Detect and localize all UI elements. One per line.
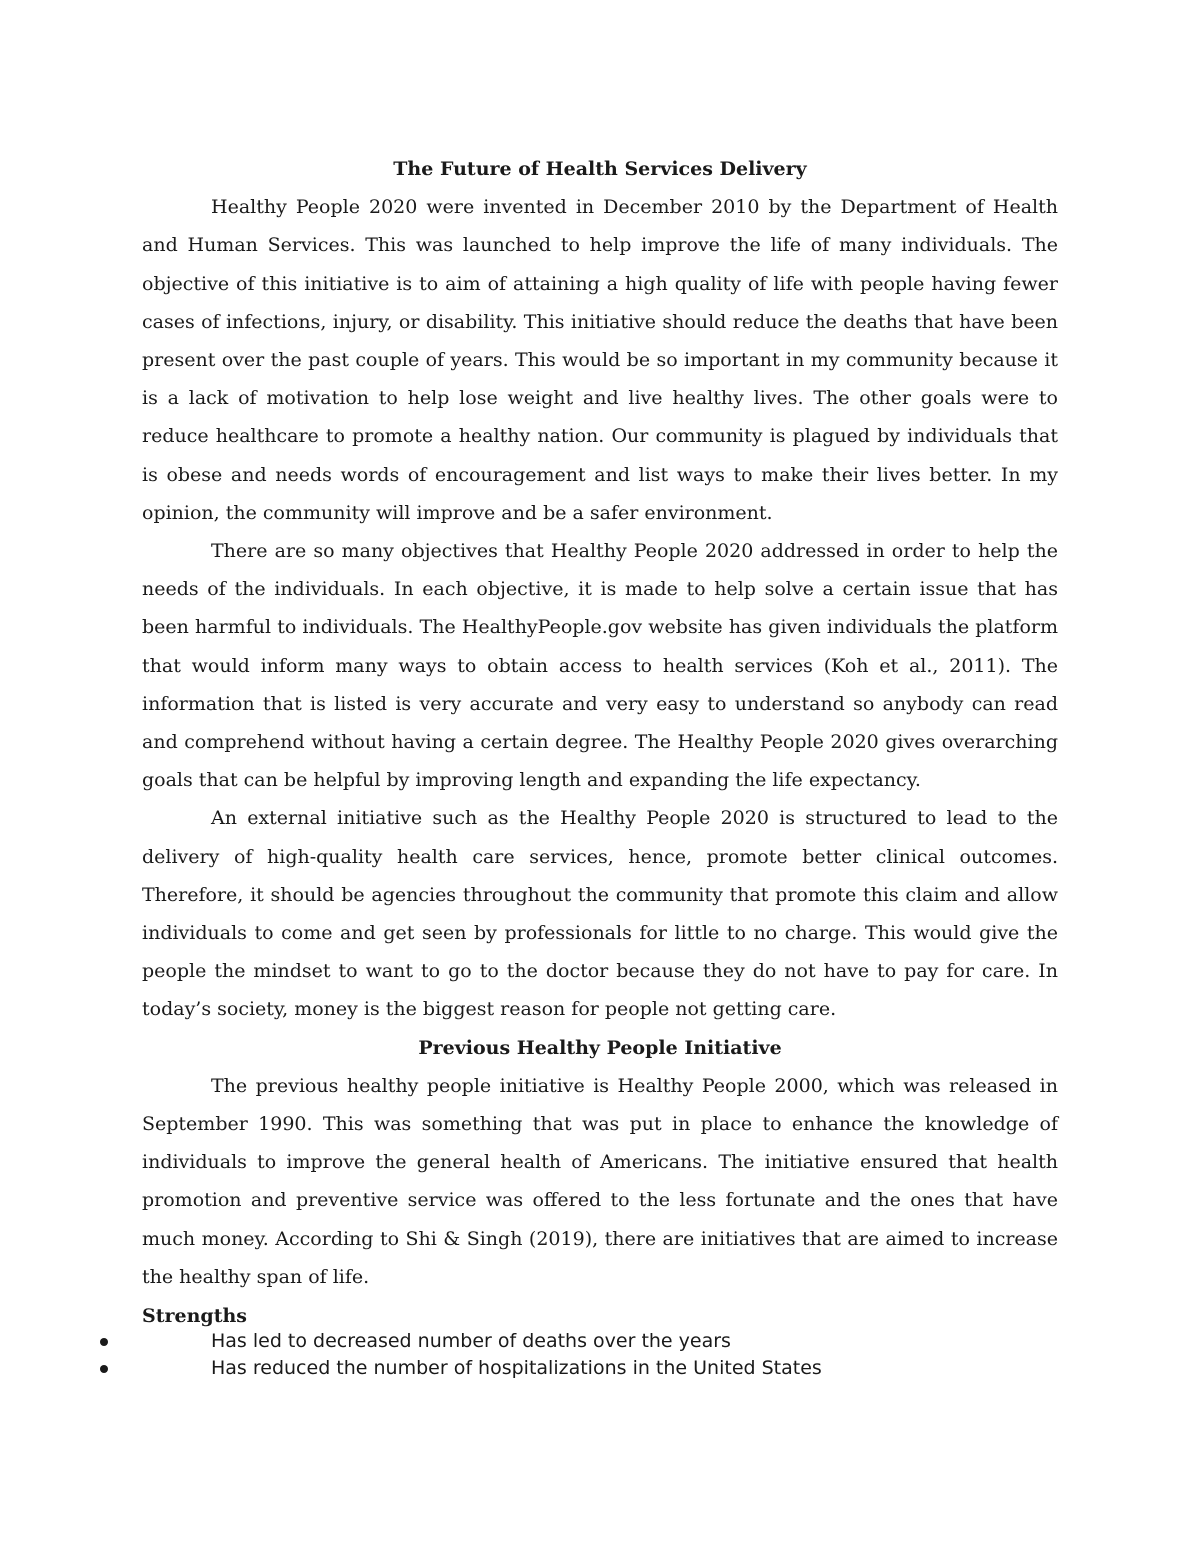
paragraph-3: An external initiative such as the Healthy People 2020 is structured to lead to the delivery of high-quality health care services, hence, promote better clinical outcomes. Therefore, it should be agencies throughout the community that promote this claim and allow individuals to come and get seen by professionals for little to no charge. This would give the people the mindset to want to go to the doctor because they do not have to pay for care. In today’s society, money is the biggest reason for people not getting care. (142, 807, 1058, 1021)
bullet-icon (100, 1355, 211, 1382)
strength-item (100, 1328, 1058, 1355)
section-paragraph: The previous healthy people initiative is Healthy People 2000, which was released in September 1990. This was something that was put in place to enhance the knowledge of individuals to improve the general health of Americans. The initiative ensured that health promotion and preventive service was offered to the less fortunate and the ones that have much money. According to Shi & Singh (2019), there are initiatives that are aimed to increase the healthy span of life. (142, 1074, 1058, 1288)
bullet-icon (100, 1328, 211, 1355)
paragraph-1: Healthy People 2020 were invented in December 2010 by the Department of Health and Human Services. This was launched to help improve the life of many individuals. The objective of this initiative is to aim of attaining a high quality of life with people having fewer cases of infections, injury, or disability. This initiative should reduce the deaths that have been present over the past couple of years. This would be so important in my community because it is a lack of motivation to help lose weight and live healthy lives. The other goals were to reduce healthcare to promote a healthy nation. Our community is plagued by individuals that is obese and needs words of encouragement and list ways to make their lives better. In my opinion, the community will improve and be a safer environment. (142, 196, 1058, 524)
paragraph-2: There are so many objectives that Healthy People 2020 addressed in order to help the needs of the individuals. In each objective, it is made to help solve a certain issue that has been harmful to individuals. The HealthyPeople.gov website has given individuals the platform that would inform many ways to obtain access to health services (Koh et al., 2011). The information that is listed is very accurate and very easy to understand so anybody can read and comprehend without having a certain degree. The Healthy People 2020 gives overarching goals that can be helpful by improving length and expanding the life expectancy. (142, 540, 1058, 792)
strength-item (100, 1355, 1058, 1382)
strengths-heading: Strengths (142, 1305, 247, 1328)
section-heading: Previous Healthy People Initiative (418, 1036, 782, 1059)
strength-text: Has led to decreased number of deaths over the years (211, 1330, 731, 1353)
document-body (142, 150, 1058, 1382)
document-title: The Future of Health Services Delivery (393, 158, 807, 180)
strengths-list (100, 1328, 1058, 1382)
strength-text: Has reduced the number of hospitalizations in the United States (211, 1357, 822, 1380)
